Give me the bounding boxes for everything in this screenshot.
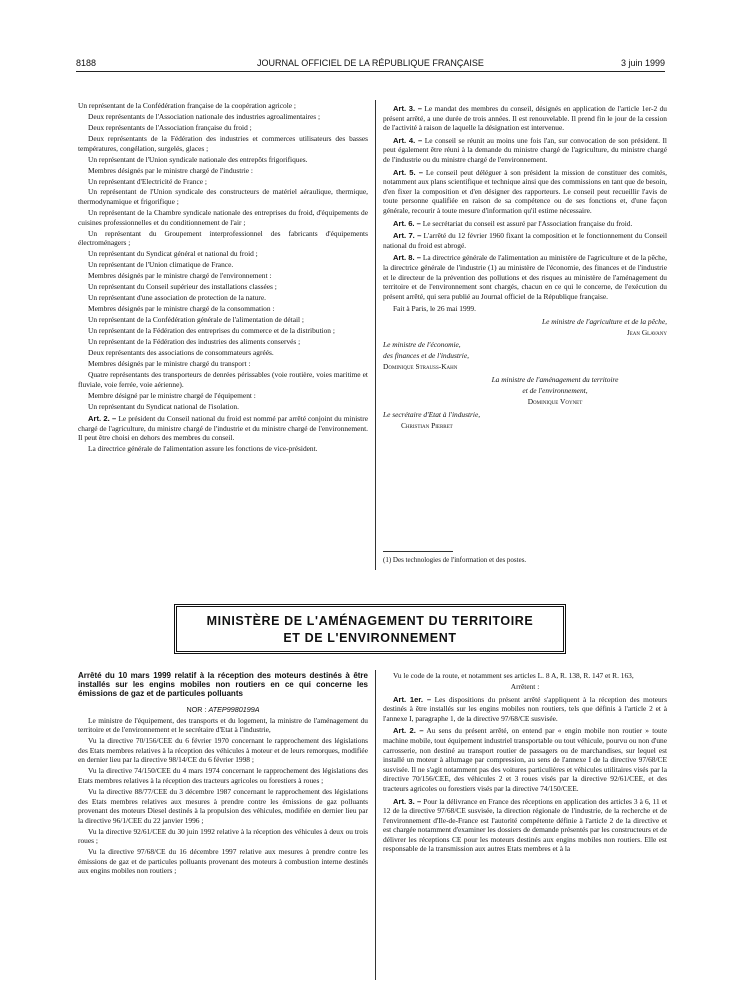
paragraph: Un représentant de la Confédération générale de l'alimentation de détail ; [88,315,304,325]
nor-label: NOR : [186,704,207,714]
signatory-name-text: Dominique Voynet [527,396,583,406]
article-text: Les dispositions du présent arrêté s'appliquent à la réception des moteurs destinés à être installés sur les engins mobiles non routiers, tels que définis à l'article 2 et à l'annexe I, paragraphe 1, de la directive 97/68/CE susvisée. [383,694,667,723]
article-text: Pour la délivrance en France des réceptions en application des articles 3 à 6, 11 et 12 de la directive 97/68/CE susvisée, la direction régionale de l'industrie, de la recherche et de l'environnement d'Ile-de-France est l'autorité compétente définie à l'article 2 de la directive et est chargée notamment d'examiner les dossiers de demande présentés par les constructeurs et de délivrer les réceptions CE pour les moteurs destinés aux engins mobiles non routiers. Elle est responsable de la transmission aux autres Etats membres et à la [383,796,667,854]
article-7 [383,231,667,250]
left-column-top [78,101,368,455]
paragraph: Membres désignés par le ministre chargé de l'industrie : [88,165,253,175]
paragraph: Deux représentants de la Fédération des industries et commerces utilisateurs des basses températures, congélation, surgelés, glaces ; [78,133,368,153]
paragraph: Un représentant d'Electricité de France ; [88,176,207,186]
paragraph: Deux représentants des associations de consommateurs agréés. [88,348,274,358]
ministry-heading-line: ET DE L'ENVIRONNEMENT [283,631,457,645]
article-text: Le conseil peut déléguer à son président la mission de constituer des comités, notamment aux plans scientifique et technique ainsi que des commissions en tant que de besoin, d'en fixer la composition et d'en désigner des rapporteurs. Le conseil peut recueillir l'avis de toute personne qualifiée en raison de sa compétence ou de ses fonctions et, d'une façon générale, recourir à toute mesure d'information qu'il estime nécessaire. [383,167,668,215]
article-text: Le conseil se réunit au moins une fois l'an, sur convocation de son président. Il peut également être réuni à la demande du ministre chargé de l'agriculture, du ministre chargé de l'industrie ou du ministre chargé de l'environnement. [383,135,667,164]
article-1 [383,695,667,724]
decree-title: Arrêté du 10 mars 1999 relatif à la réception des moteurs destinés à être installés sur les engins mobiles non routiers en ce qui concerne les émissions de gaz et de particules polluants [78,671,368,699]
paragraph: Vu la directive 70/156/CEE du 6 février 1970 concernant le rapprochement des législations des Etats membres relatives à la réception des véhicules à moteur et de leurs remorques, modifiée en dernier lieu par la directive 98/14/CE du 6 février 1998 ; [78,736,368,765]
paragraph: Un représentant de la Fédération des industries des aliments conservés ; [88,337,301,347]
article-text: Au sens du présent arrêté, on entend par « engin mobile non routier » toute machine mobile, tout équipement industriel transportable ou tout véhicule, pourvu ou non d'une carrosserie, non destiné au transport routier de passagers ou de marchandises, sur lequel est installé un moteur à allumage par compression, au sens de l'annexe I de la directive 97/68/CE susvisée. Il ne s'agit notamment pas des voitures particulières et véhicules utilitaires visés par la directive 70/156/CEE, des véhicules 2 et 3 roues visés par la directive 92/61/CEE, et des tracteurs agricoles ou forestiers visés par la directive 74/150/CEE. [383,726,667,793]
article-text: La directrice générale de l'alimentation au ministère de l'agriculture et de la pêche, la directrice générale de l'industrie (1) au ministère de l'économie, des finances et de l'industrie et le directeur de la prévention des pollutions et des risques au ministère de l'aménagement du territoire et de l'environnement sont chargés, chacun en ce qui le concerne, de l'exécution du présent arrêté, qui sera publié au Journal officiel de la République française. [383,253,668,301]
paragraph: Un représentant de la Fédération des entreprises du commerce et de la distribution ; [88,326,335,336]
paragraph: Membres désignés par le ministre chargé de la consommation : [88,304,275,314]
nor-code: ATEP9980199A [208,704,260,714]
signatory-name [383,362,667,372]
paragraph: Membres désignés par le ministre chargé du transport : [88,359,251,369]
left-column-bottom [78,671,368,877]
article-label: Art. 6. – [393,218,421,228]
nor-reference [78,705,368,715]
column-divider [375,670,376,980]
paragraph: Vu la directive 92/61/CEE du 30 juin 1992 relative à la réception des véhicules à deux ou trois roues ; [78,826,368,846]
footnote: (1) Des technologies de l'information et des postes. [383,556,527,564]
article-2 [383,726,667,793]
signatory-title: Le ministre de l'agriculture et de la pêche, [541,316,667,326]
signatory-name-text: Jean Glavany [626,327,667,337]
paragraph: Vu la directive 88/77/CEE du 3 décembre 1987 concernant le rapprochement des législations des Etats membres relatives aux mesures à prendre contre les émissions de gaz polluants provenant des moteurs Diesel destinés à la propulsion des véhicules, modifiée en dernier lieu par la directive 96/1/CEE du 22 janvier 1996 ; [78,786,368,825]
paragraph: Membre désigné par le ministre chargé de l'équipement : [88,390,256,400]
ministry-heading-box [174,604,566,654]
paragraph: Le ministre de l'équipement, des transports et du logement, la ministre de l'aménagement du territoire et de l'environnement et le secrétaire d'Etat à l'industrie, [78,715,368,735]
right-column-bottom [383,671,667,855]
signature-date: Fait à Paris, le 26 mai 1999. [393,304,476,314]
paragraph: La directrice générale de l'alimentation assure les fonctions de vice-président. [88,444,318,454]
paragraph: Un représentant de la Chambre syndicale nationale des entreprises du froid, d'équipements de cuisines professionnelles et du conditionnement de l'air ; [78,208,368,227]
signatory-name [383,421,667,431]
signatory-title: La ministre de l'aménagement du territoire [491,375,619,385]
paragraph: Vu la directive 97/68/CE du 16 décembre 1997 relative aux mesures à prendre contre les émissions de gaz et de particules polluants provenant des moteurs à combustion interne destinés aux engins mobiles non routiers ; [78,847,368,876]
paragraph: Un représentant de l'Union syndicale nationale des entrepôts frigorifiques. [88,154,308,164]
paragraph: Un représentant de l'Union climatique de France. [88,260,234,270]
article-label: Art. 2. – [88,414,117,424]
paragraph: Un représentant du Groupement interprofessionnel des fabricants d'équipements électroménagers ; [78,228,368,248]
signatory-name [383,397,667,407]
ministry-heading-line: MINISTÈRE DE L'AMÉNAGEMENT DU TERRITOIRE [206,614,534,628]
article-6 [383,219,667,229]
paragraph: Deux représentants de l'Association nationale des industries agroalimentaires ; [88,111,321,121]
signatory-title: des finances et de l'industrie, [383,351,469,361]
article-label: Art. 3. – [393,104,422,113]
signatory-name-text: Dominique Strauss-Kahn [383,362,458,372]
article-3 [383,104,667,133]
signatory-title: et de l'environnement, [522,386,588,395]
article-label: Art. 5. – [393,167,423,177]
article-label: Art. 4. – [393,135,423,145]
paragraph: Un représentant d'une association de protection de la nature. [88,293,267,303]
article-4 [383,136,667,165]
article-label: Art. 1er. – [393,694,432,704]
article-text: L'arrêté du 12 février 1960 fixant la composition et le fonctionnement du Conseil national du froid est abrogé. [383,231,667,250]
running-header [76,58,665,72]
signatory-name-text: Christian Pierret [401,420,453,430]
paragraph: Membres désignés par le ministre chargé de l'environnement : [88,271,272,281]
article-label: Art. 3. – [393,796,422,806]
column-divider [375,100,376,570]
paragraph: Un représentant du Conseil supérieur des installations classées ; [88,282,277,292]
article-5 [383,168,667,216]
paragraph: Un représentant du Syndicat national de l'isolation. [88,401,239,411]
right-column-top [383,101,667,432]
article-text: Le secrétariat du conseil est assuré par l'Association française du froid. [422,218,633,228]
article-label: Art. 2. – [393,726,424,736]
paragraph: Vu le code de la route, et notamment ses articles L. 8 A, R. 138, R. 147 et R. 163, [393,671,634,680]
signatory-title: Le secrétaire d'Etat à l'industrie, [383,409,481,419]
paragraph: Quatre représentants des transporteurs de denrées périssables (voie routière, voies maritime et fluviale, voie ferrée, voie aérienne). [78,370,368,389]
article-8 [383,253,667,301]
issue-date: 3 juin 1999 [620,58,665,68]
article-label: Art. 7. – [393,231,422,241]
footnote-rule [383,551,453,552]
arretent-heading: Arrêtent : [510,681,540,691]
paragraph: Deux représentants de l'Association française du froid ; [88,122,252,132]
article-3 [383,797,667,855]
paragraph: Un représentant de la Confédération française de la coopération agricole ; [78,101,296,110]
journal-title: JOURNAL OFFICIEL DE LA RÉPUBLIQUE FRANÇAISE [257,58,484,68]
paragraph: Vu la directive 74/150/CEE du 4 mars 1974 concernant le rapprochement des législations des Etats membres relatives à la réception des tracteurs agricoles ou forestiers à roues ; [78,766,368,785]
signatory-name [383,328,667,338]
article-text: Le président du Conseil national du froid est nommé par arrêté conjoint du ministre chargé de l'agriculture, du ministre chargé de l'industrie et du ministre chargé de l'environnement. Il peut être choisi en dehors des membres du conseil. [78,414,368,443]
paragraph: Un représentant du Syndicat général et national du froid ; [88,249,258,259]
page-number: 8188 [76,58,97,68]
article-text: Le mandat des membres du conseil, désignés en application de l'article 1er-2 du présent arrêté, a une durée de trois années. Il est renouvelable. Il prend fin le jour de la cession de l'activité à raison de laquelle la désignation est intervenue. [383,104,667,133]
article-2 [78,414,368,443]
signatory-title: Le ministre de l'économie, [383,340,461,350]
article-label: Art. 8. – [393,253,421,263]
paragraph: Un représentant de l'Union syndicale des constructeurs de matériel aéraulique, thermique, thermodynamique et frigorifique ; [78,187,368,207]
